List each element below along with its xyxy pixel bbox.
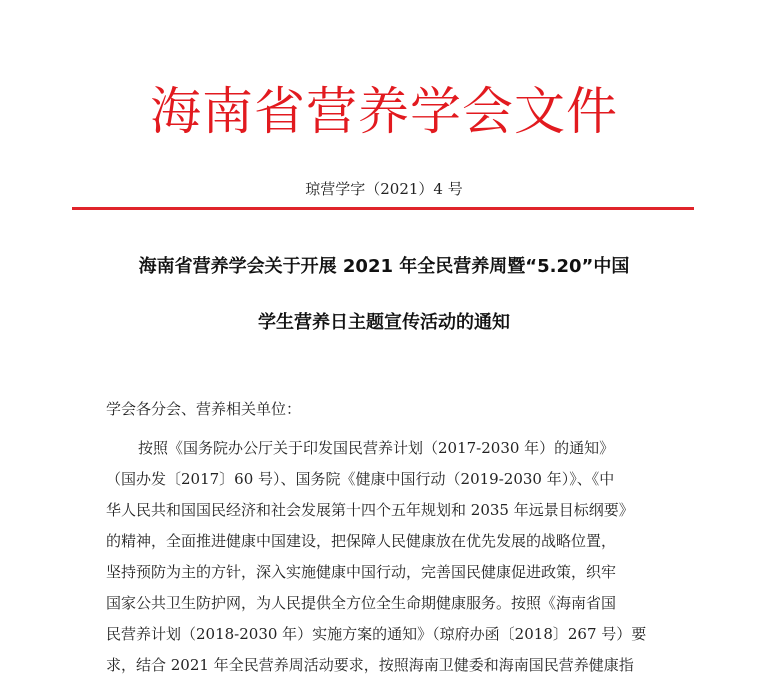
body-line: （国办发〔2017〕60 号）、国务院《健康中国行动（2019-2030 年）》、《中 — [106, 470, 615, 488]
body-line: 坚持预防为主的方针，深入实施健康中国行动，完善国民健康促进政策，织牢 — [106, 563, 617, 581]
body-line: 的精神，全面推进健康中国建设，把保障人民健康放在优先发展的战略位置， — [106, 532, 617, 550]
notice-title-line-1: 海南省营养学会关于开展 2021 年全民营养周暨“5.20”中国 — [138, 256, 630, 277]
salutation: 学会各分会、营养相关单位： — [106, 400, 302, 418]
header-divider — [72, 207, 694, 210]
body-line: 求，结合 2021 年全民营养周活动要求，按照海南卫健委和海南国民营养健康指 — [106, 656, 634, 674]
body-line: 民营养计划（2018-2030 年）实施方案的通知》（琼府办函〔2018〕267 号）要 — [106, 625, 647, 643]
body-line: 按照《国务院办公厅关于印发国民营养计划（2017-2030 年）的通知》 — [138, 439, 615, 457]
notice-title-line-2: 学生营养日主题宣传活动的通知 — [258, 312, 510, 333]
body-line: 国家公共卫生防护网，为人民提供全方位全生命期健康服务。按照《海南省国 — [106, 594, 617, 612]
document-number: 琼营学字（2021）4 号 — [305, 180, 463, 198]
body-line: 华人民共和国国民经济和社会发展第十四个五年规划和 2035 年远景目标纲要》 — [106, 501, 634, 519]
org-header-title: 海南省营养学会文件 — [149, 83, 618, 142]
